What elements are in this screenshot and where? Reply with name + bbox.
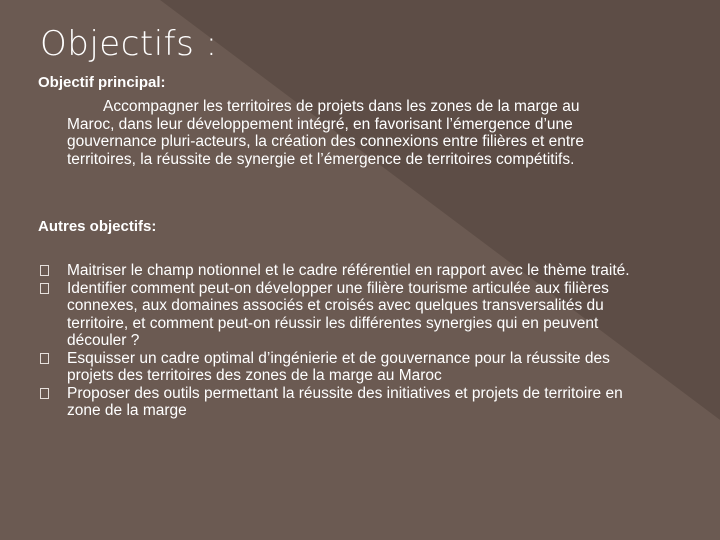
list-item-text: Esquisser un cadre optimal d’ingénierie et de gouvernance pour la réussite des projets des territoires des zones de la marge au Maroc bbox=[67, 349, 610, 384]
list-item bbox=[40, 350, 630, 385]
bullet-box-icon bbox=[40, 388, 49, 399]
list-item bbox=[40, 280, 630, 350]
bullet-box-icon bbox=[40, 265, 49, 276]
main-objective-paragraph: Accompagner les territoires de projets dans les zones de la marge au Maroc, dans leur développement intégré, en favorisant l’émergence d’une gouvernance pluri-acteurs, la création des connexions entre filières et entre territoires, la réussite de synergie et l’émergence de territoires compétitifs. bbox=[67, 98, 584, 168]
list-item-text: Identifier comment peut-on développer une filière tourisme articulée aux filières connexes, aux domaines associés et croisés avec quelques transversalités du territoire, et comment peut-on réussir les différentes synergies qui en peuvent découler ? bbox=[67, 279, 609, 349]
list-item bbox=[40, 385, 630, 420]
list-item-text: Maitriser le champ notionnel et le cadre référentiel en rapport avec le thème traité. bbox=[67, 262, 630, 279]
other-objectives-heading: Autres objectifs: bbox=[38, 218, 157, 235]
other-objectives-list bbox=[40, 262, 630, 420]
list-item bbox=[40, 262, 630, 280]
list-item-text: Proposer des outils permettant la réussite des initiatives et projets de territoire en zone de la marge bbox=[67, 384, 623, 419]
bullet-box-icon bbox=[40, 283, 49, 294]
slide-title: Objectifs : bbox=[40, 24, 218, 64]
main-objective-heading: Objectif principal: bbox=[38, 74, 166, 91]
bullet-box-icon bbox=[40, 353, 49, 364]
